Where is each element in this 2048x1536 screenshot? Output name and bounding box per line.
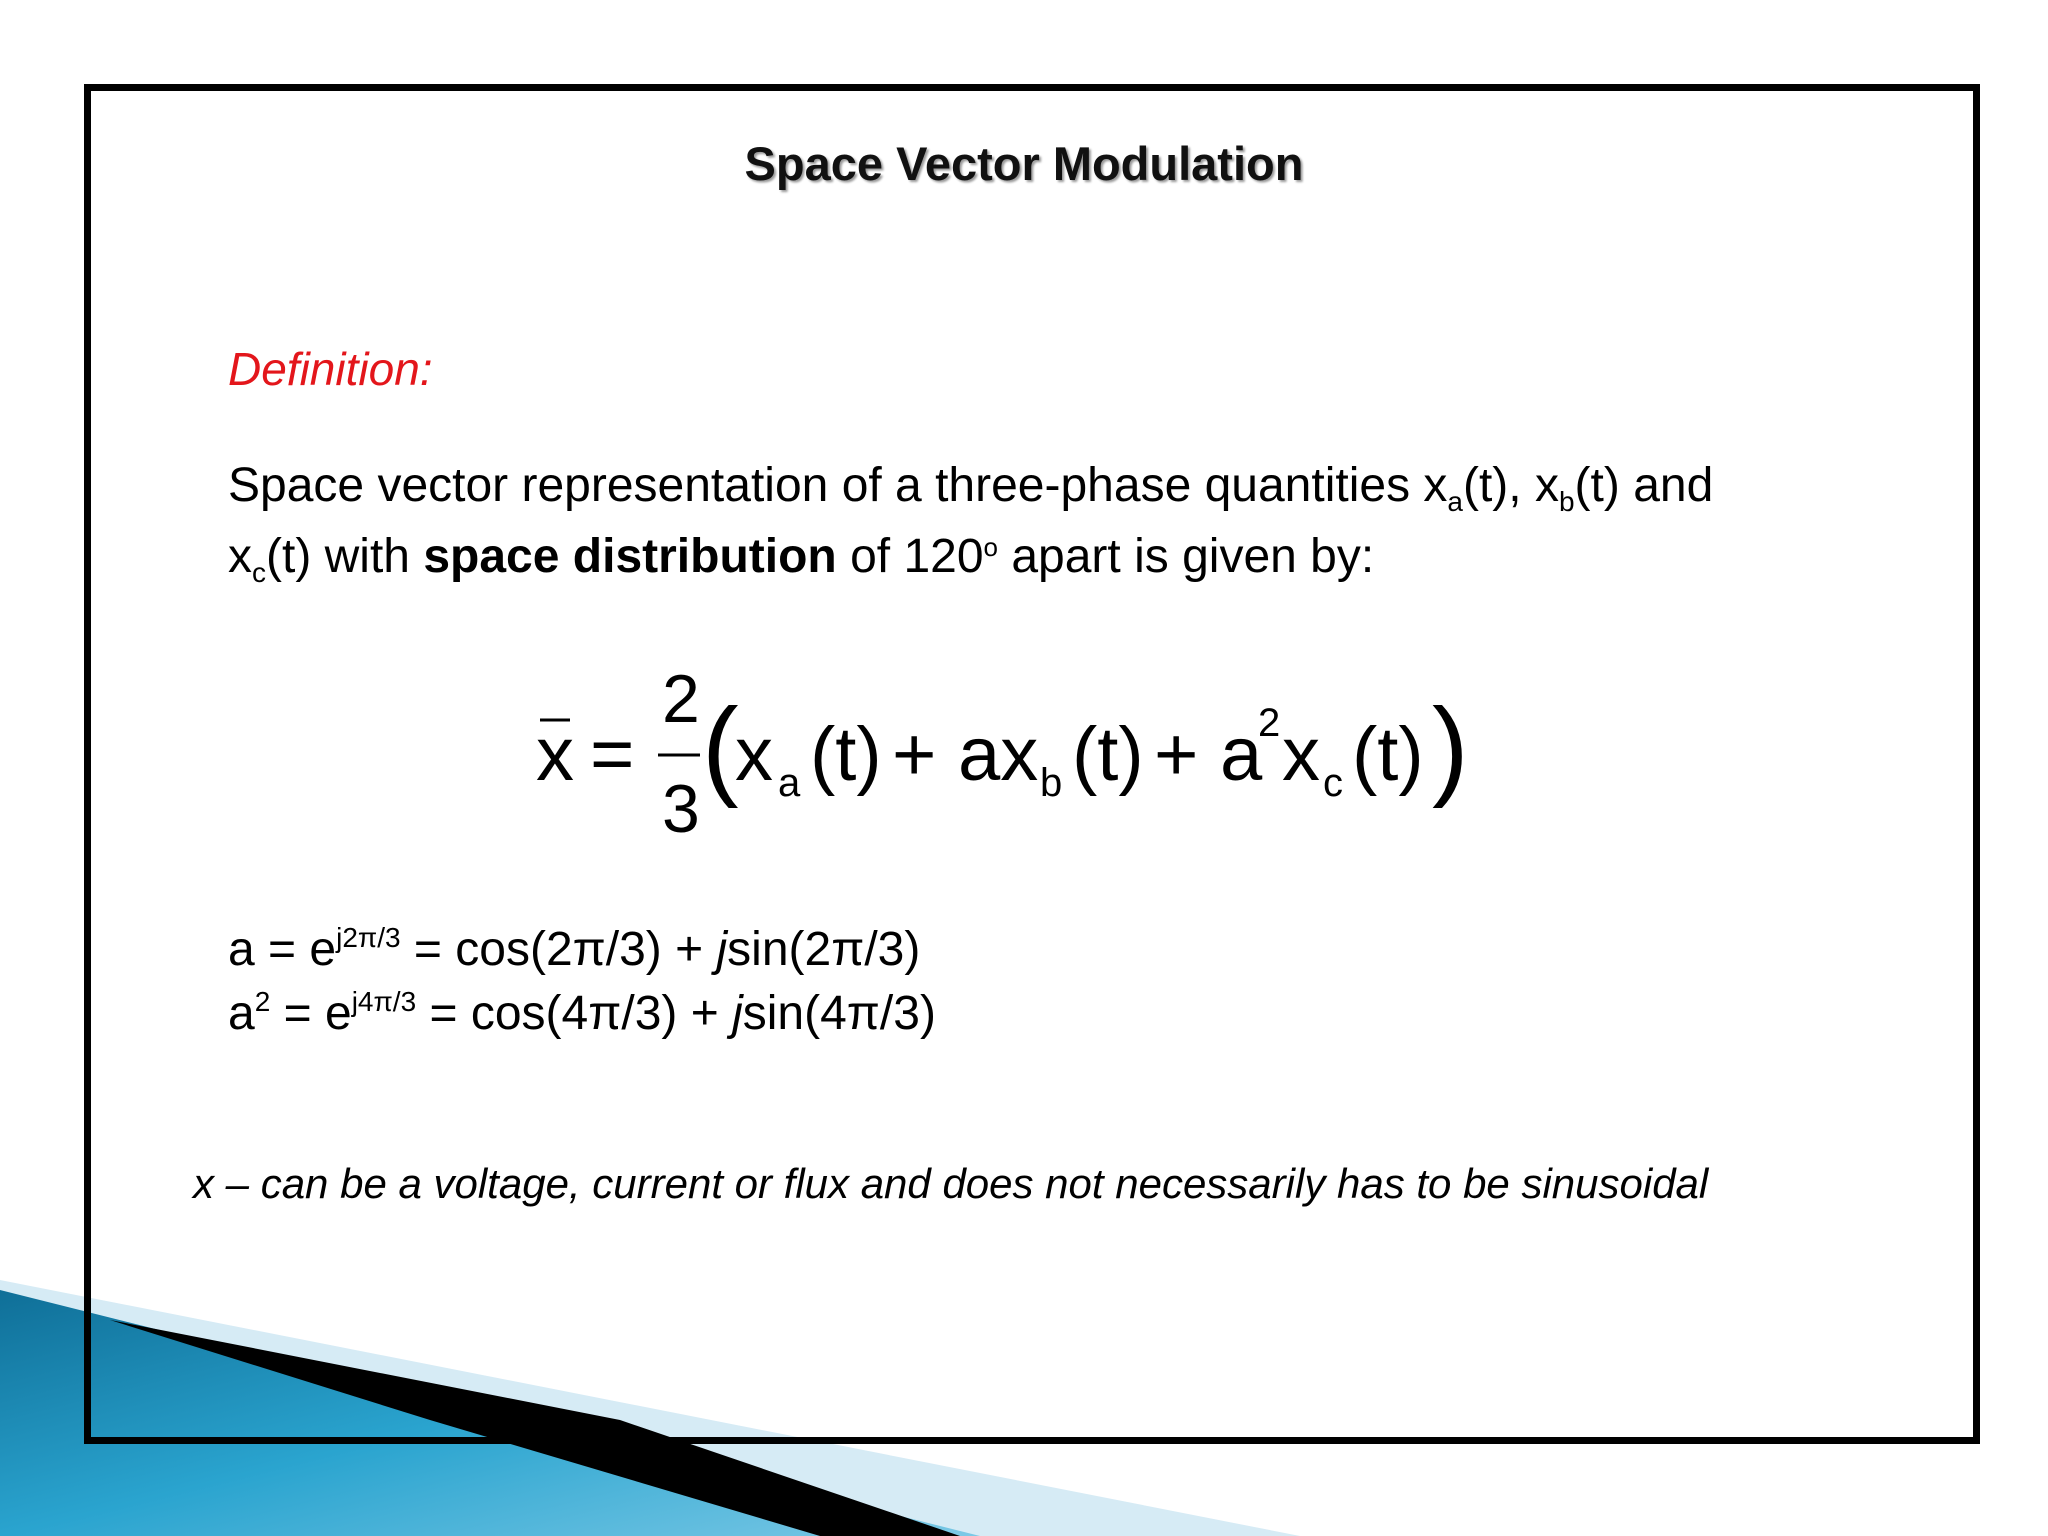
eq-a-squared: $a^2 = e^{j4\pi/3} = \cos(4\pi/3) + jsin(4\pi/3)$ xyxy=(228,986,936,1040)
a-definitions xyxy=(228,918,936,1046)
formula-term1: x xyxy=(735,712,773,797)
formula-denominator: 3 xyxy=(662,771,700,847)
formula-plus1: + xyxy=(892,712,937,797)
space-vector-formula xyxy=(530,650,1470,870)
formula-term2-sub: b xyxy=(1040,761,1063,805)
formula-paren-open: ( xyxy=(702,686,739,809)
formula-term2-arg: (t) xyxy=(1072,712,1144,797)
definition-label: Definition: xyxy=(228,343,433,395)
formula-term2: ax xyxy=(958,712,1039,797)
formula-numerator: 2 xyxy=(662,661,700,737)
formula-term3-exp: 2 xyxy=(1258,701,1281,745)
formula-term1-arg: (t) xyxy=(810,712,882,797)
formula-term1-sub: a xyxy=(778,761,801,805)
footnote: x – can be a voltage, current or flux and does not necessarily has to be sinusoidal xyxy=(193,1160,1709,1207)
formula-term3-sub: c xyxy=(1323,761,1343,805)
formula-term3-x: x xyxy=(1282,712,1320,797)
slide-title: Space Vector Modulation xyxy=(744,137,1304,190)
formula-plus2: + xyxy=(1154,712,1199,797)
formula-equals: = xyxy=(590,712,635,797)
eq-a: $a = e^{j2\pi/3} = \cos(2\pi/3) + jsin(2\pi/3)$ xyxy=(228,922,921,976)
formula-term3-a: a xyxy=(1220,712,1263,797)
bold-phrase: space distribution xyxy=(423,530,837,583)
formula-paren-close: ) xyxy=(1432,686,1469,809)
formula-lhs: x xyxy=(536,712,574,797)
formula-term3-arg: (t) xyxy=(1352,712,1424,797)
definition-paragraph: Space vector representation of a three-phase quantities $x_a(t)$, $x_b(t)$ and $x_c(t)$ with space distribution of 120$^o$ apart is given by: xyxy=(228,459,1714,588)
